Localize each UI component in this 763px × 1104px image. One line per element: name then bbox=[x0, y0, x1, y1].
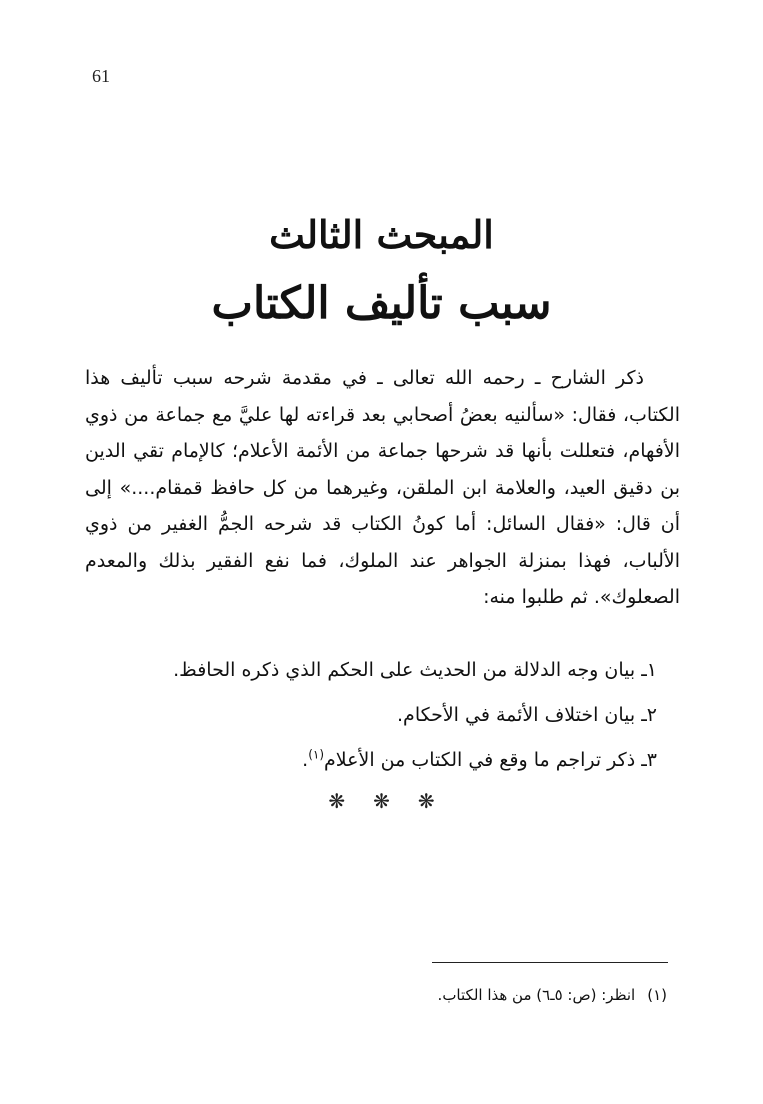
footnote-text: انظر: (ص: ٥ـ٦) من هذا الكتاب. bbox=[437, 986, 636, 1004]
list-item-text: ٣ـ ذكر تراجم ما وقع في الكتاب من الأعلام bbox=[324, 749, 657, 771]
section-heading: المبحث الثالث bbox=[269, 212, 494, 257]
list-item-tail: . bbox=[302, 749, 309, 771]
footnote-reference: (١) bbox=[308, 747, 325, 762]
footnote-divider bbox=[432, 962, 668, 963]
list-item bbox=[97, 738, 657, 783]
star-ornament-icon: ❋ bbox=[417, 789, 435, 813]
section-title: سبب تأليف الكتاب bbox=[211, 278, 552, 329]
footnote-number: (١) bbox=[647, 986, 667, 1004]
star-ornament-icon: ❋ bbox=[373, 789, 390, 813]
intro-paragraph: ذكر الشارح ـ رحمه الله تعالى ـ في مقدمة شرحه سبب تأليف هذا الكتاب، فقال: «سألنيه بعضُ أصحابي بعد قراءته لها عليَّ مع جماعة من ذوي الأفهام، فتعللت بأنها قد شرحها جماعة من الأئمة الأعلام؛ كالإمام تقي الدين بن دقيق العيد، والعلامة ابن الملقن، وغيرهما من كل حافظ قمقام....» إلى أن قال: «فقال السائل: أما كونُ الكتاب قد شرحه الجمُّ الغفير من ذوي الألباب، فهذا بمنزلة الجواهر عند الملوك، فما نفع الفقير بذلك والمعدم الصعلوك». ثم طلبوا منه: bbox=[85, 367, 680, 608]
list-item: ٢ـ بيان اختلاف الأئمة في الأحكام. bbox=[397, 704, 657, 726]
requests-list bbox=[97, 648, 657, 783]
page-number: 61 bbox=[92, 66, 110, 86]
body-text bbox=[85, 360, 680, 616]
section-separator bbox=[0, 789, 763, 813]
footnote bbox=[438, 986, 667, 1004]
list-item: ١ـ بيان وجه الدلالة من الحديث على الحكم الذي ذكره الحافظ. bbox=[173, 659, 657, 681]
star-ornament-icon: ❋ bbox=[328, 789, 346, 813]
